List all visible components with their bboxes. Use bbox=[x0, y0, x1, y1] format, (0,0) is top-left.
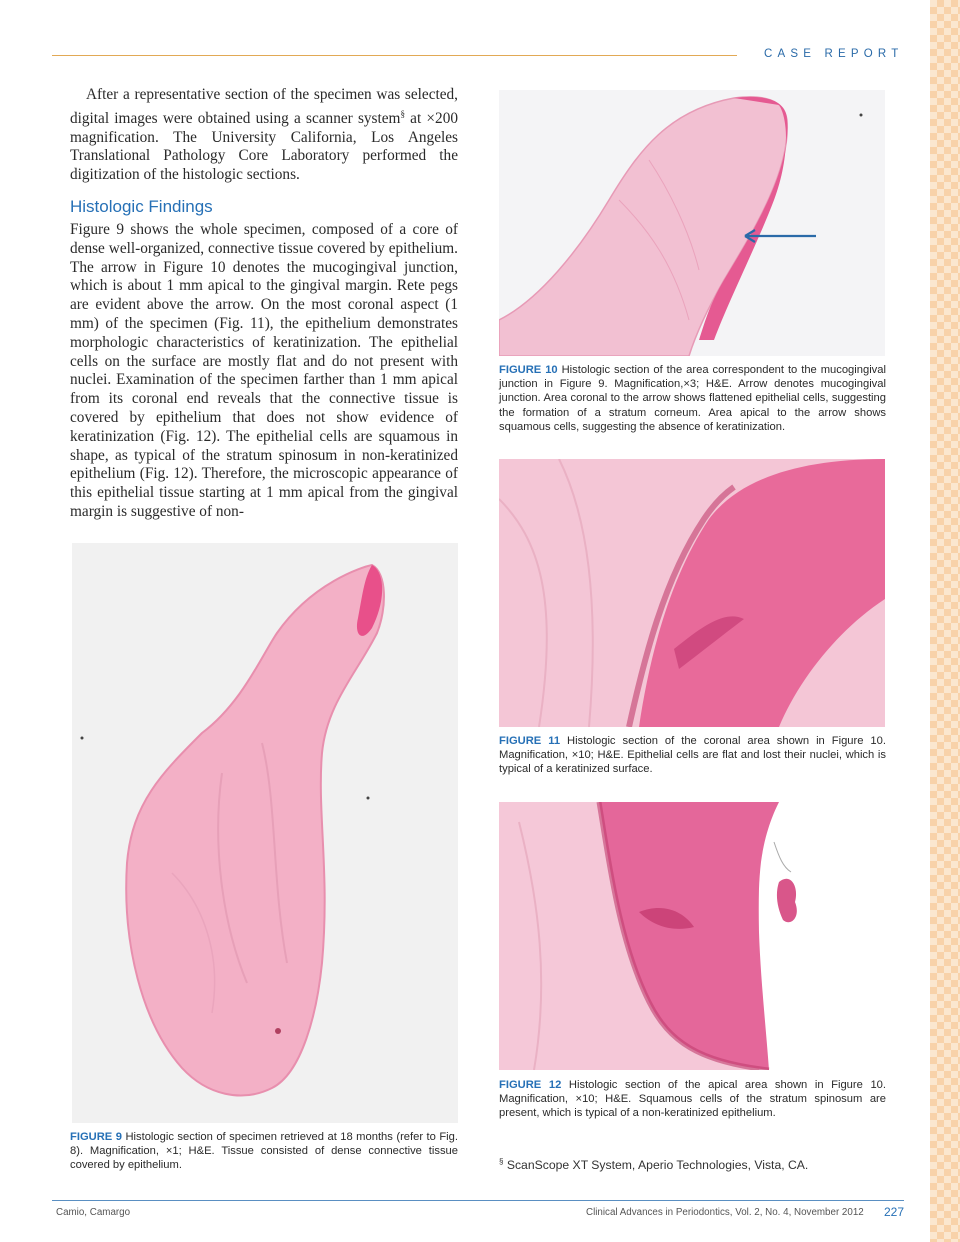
figure-12-image bbox=[499, 802, 885, 1070]
footer-journal: Clinical Advances in Periodontics, Vol. 2, No. 4, November 2012 bbox=[586, 1207, 864, 1218]
footer-rule bbox=[52, 1200, 904, 1201]
figure-10-text: Histologic section of the area correspondent to the mucogingival junction in Figure 9. Magnification,×3; H&E. Arrow denotes mucogingival junction. Area coronal to the arrow shows flattened epithelial cells, suggesting the formation of a stratum corneum. Area apical to the arrow shows squamous cells, suggesting the absence of keratinization. bbox=[499, 364, 886, 433]
figure-12-label: FIGURE 12 bbox=[499, 1079, 562, 1091]
footer-authors: Camio, Camargo bbox=[56, 1207, 131, 1218]
figure-10-caption bbox=[499, 363, 886, 434]
figure-10-image bbox=[499, 90, 885, 356]
footnote-symbol: § bbox=[499, 1157, 504, 1166]
page-number: 227 bbox=[884, 1205, 905, 1219]
figure-11-image bbox=[499, 459, 885, 727]
figure-9-label: FIGURE 9 bbox=[70, 1131, 122, 1143]
header-rule bbox=[52, 55, 737, 56]
figure-12-caption bbox=[499, 1078, 886, 1121]
figure-9-text: Histologic section of specimen retrieved at 18 months (refer to Fig. 8). Magnification, ×1; H&E. Tissue consisted of dense connective tissue covered by epithelium. bbox=[70, 1131, 458, 1172]
figure-11-caption bbox=[499, 734, 886, 777]
decorative-side-strip bbox=[930, 0, 960, 1242]
figure-9-caption bbox=[70, 1130, 458, 1173]
figure-11-label: FIGURE 11 bbox=[499, 735, 561, 747]
figure-11-text: Histologic section of the coronal area shown in Figure 10. Magnification, ×10; H&E. Epithelial cells are flat and lost their nuclei, which is typical of a keratinized surface. bbox=[499, 735, 886, 776]
intro-paragraph bbox=[70, 86, 458, 185]
footnote bbox=[499, 1157, 808, 1172]
intro-text-a: After a representative section of the specimen was selected, digital images were obtained using a scanner system bbox=[70, 86, 458, 127]
section-heading: Histologic Findings bbox=[70, 197, 213, 216]
figure-9-image bbox=[72, 543, 458, 1123]
figure-12-text: Histologic section of the apical area shown in Figure 10. Magnification, ×10; H&E. Squamous cells of the stratum spinosum are present, which is typical of a non-keratinized epithelium. bbox=[499, 1079, 886, 1120]
section-label: CASE REPORT bbox=[764, 48, 904, 60]
figure-10-label: FIGURE 10 bbox=[499, 364, 558, 376]
footnote-text: ScanScope XT System, Aperio Technologies, Vista, CA. bbox=[503, 1158, 809, 1173]
intro-text-b: at ×200 magnification. The University California, Los Angeles Translational Pathology Core Laboratory performed the digitization of the histologic sections. bbox=[70, 109, 458, 184]
footnote-marker: § bbox=[400, 108, 405, 119]
findings-paragraph: Figure 9 shows the whole specimen, composed of a core of dense well-organized, connective tissue covered by epithelium. The arrow in Figure 10 denotes the mucogingival junction, which is about 1 mm apical to the gingival margin. Rete pegs are evident above the arrow. On the most coronal aspect (1 mm) of the specimen (Fig. 11), the epithelium demonstrates morphologic characteristics of keratinization. The epithelial cells on the surface are mostly flat and do not present with nuclei. Examination of the specimen farther than 1 mm apical from its coronal end reveals that the connective tissue is covered by epithelium that does not show evidence of keratinization (Fig. 12). The epithelial cells are squamous in shape, as typical of the stratum spinosum in non-keratinized epithelium (Fig. 12). Therefore, the microscopic appearance of this epithelial tissue starting at 1 mm apical from the gingival margin is suggestive of non- bbox=[70, 221, 458, 520]
